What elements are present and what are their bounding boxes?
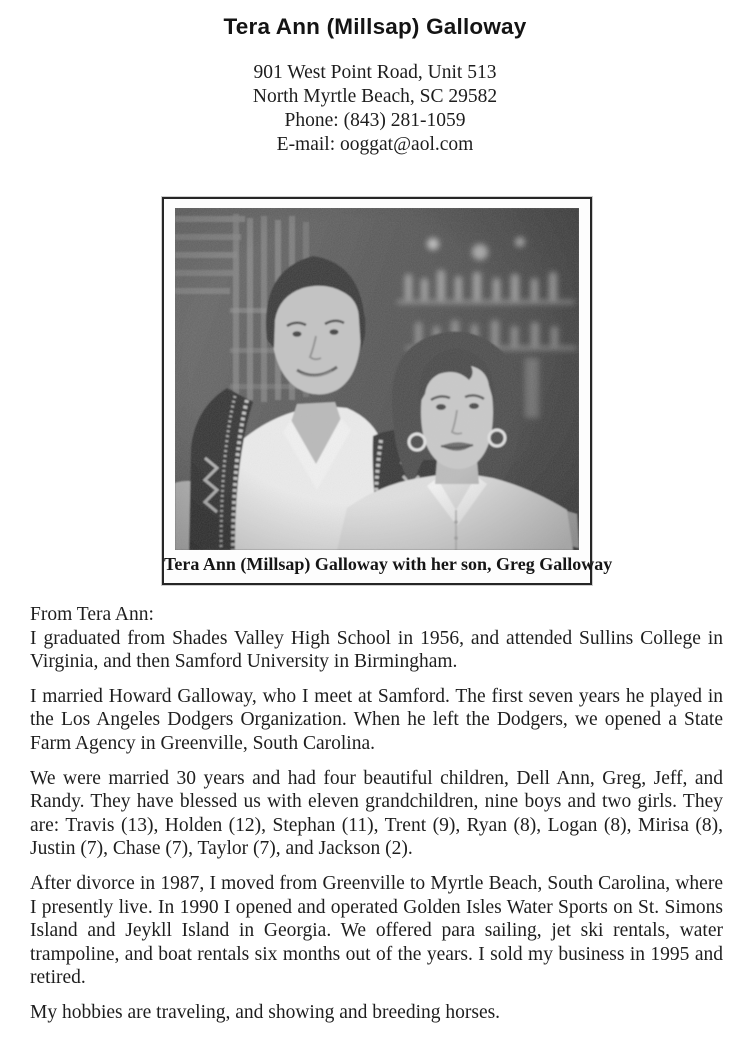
portrait-photo-illustration: [175, 208, 579, 550]
from-line: From Tera Ann:: [30, 604, 154, 625]
photo-frame: [162, 197, 613, 585]
page-title: Tera Ann (Millsap) Galloway: [223, 14, 527, 39]
email-line: E-mail: ooggat@aol.com: [276, 134, 474, 155]
paragraph-marriage: I married Howard Galloway, who I meet at Samford. The first seven years he played in the Los Angeles Dodgers Organization. When he left the Dodgers, we opened a State Farm Agency in Greenville, South Carolina.: [30, 685, 723, 754]
photo-grain: [175, 208, 579, 550]
address-line-2: North Myrtle Beach, SC 29582: [252, 86, 498, 107]
paragraph-hobbies: My hobbies are traveling, and showing and breeding horses.: [30, 1001, 501, 1023]
portrait-photo: [175, 208, 579, 550]
phone-line: Phone: (843) 281-1059: [284, 110, 466, 131]
paragraph-children: We were married 30 years and had four beautiful children, Dell Ann, Greg, Jeff, and Randy. They have blessed us with eleven grandchildren, nine boys and two girls. They are: Travis (13), Holden (12), Stephan (11), Trent (9), Ryan (8), Logan (8), Mirisa (8), Justin (7), Chase (7), Taylor (7), and Jackson (2).: [30, 767, 723, 860]
photo-caption: Tera Ann (Millsap) Galloway with her son, Greg Galloway: [164, 554, 613, 574]
address-line-1: 901 West Point Road, Unit 513: [253, 62, 497, 83]
contact-block: [0, 61, 750, 157]
paragraph-education: I graduated from Shades Valley High School in 1956, and attended Sullins College in Virginia, and then Samford University in Birmingham.: [30, 627, 723, 673]
biography-text: [30, 603, 723, 1025]
paragraph-business: After divorce in 1987, I moved from Greenville to Myrtle Beach, South Carolina, where I presently live. In 1990 I opened and operated Golden Isles Water Sports on St. Simons Island and Jeykll Island in Georgia. We offered para sailing, jet ski rentals, water trampoline, and boat rentals six months out of the years. I sold my business in 1995 and retired.: [30, 872, 723, 989]
